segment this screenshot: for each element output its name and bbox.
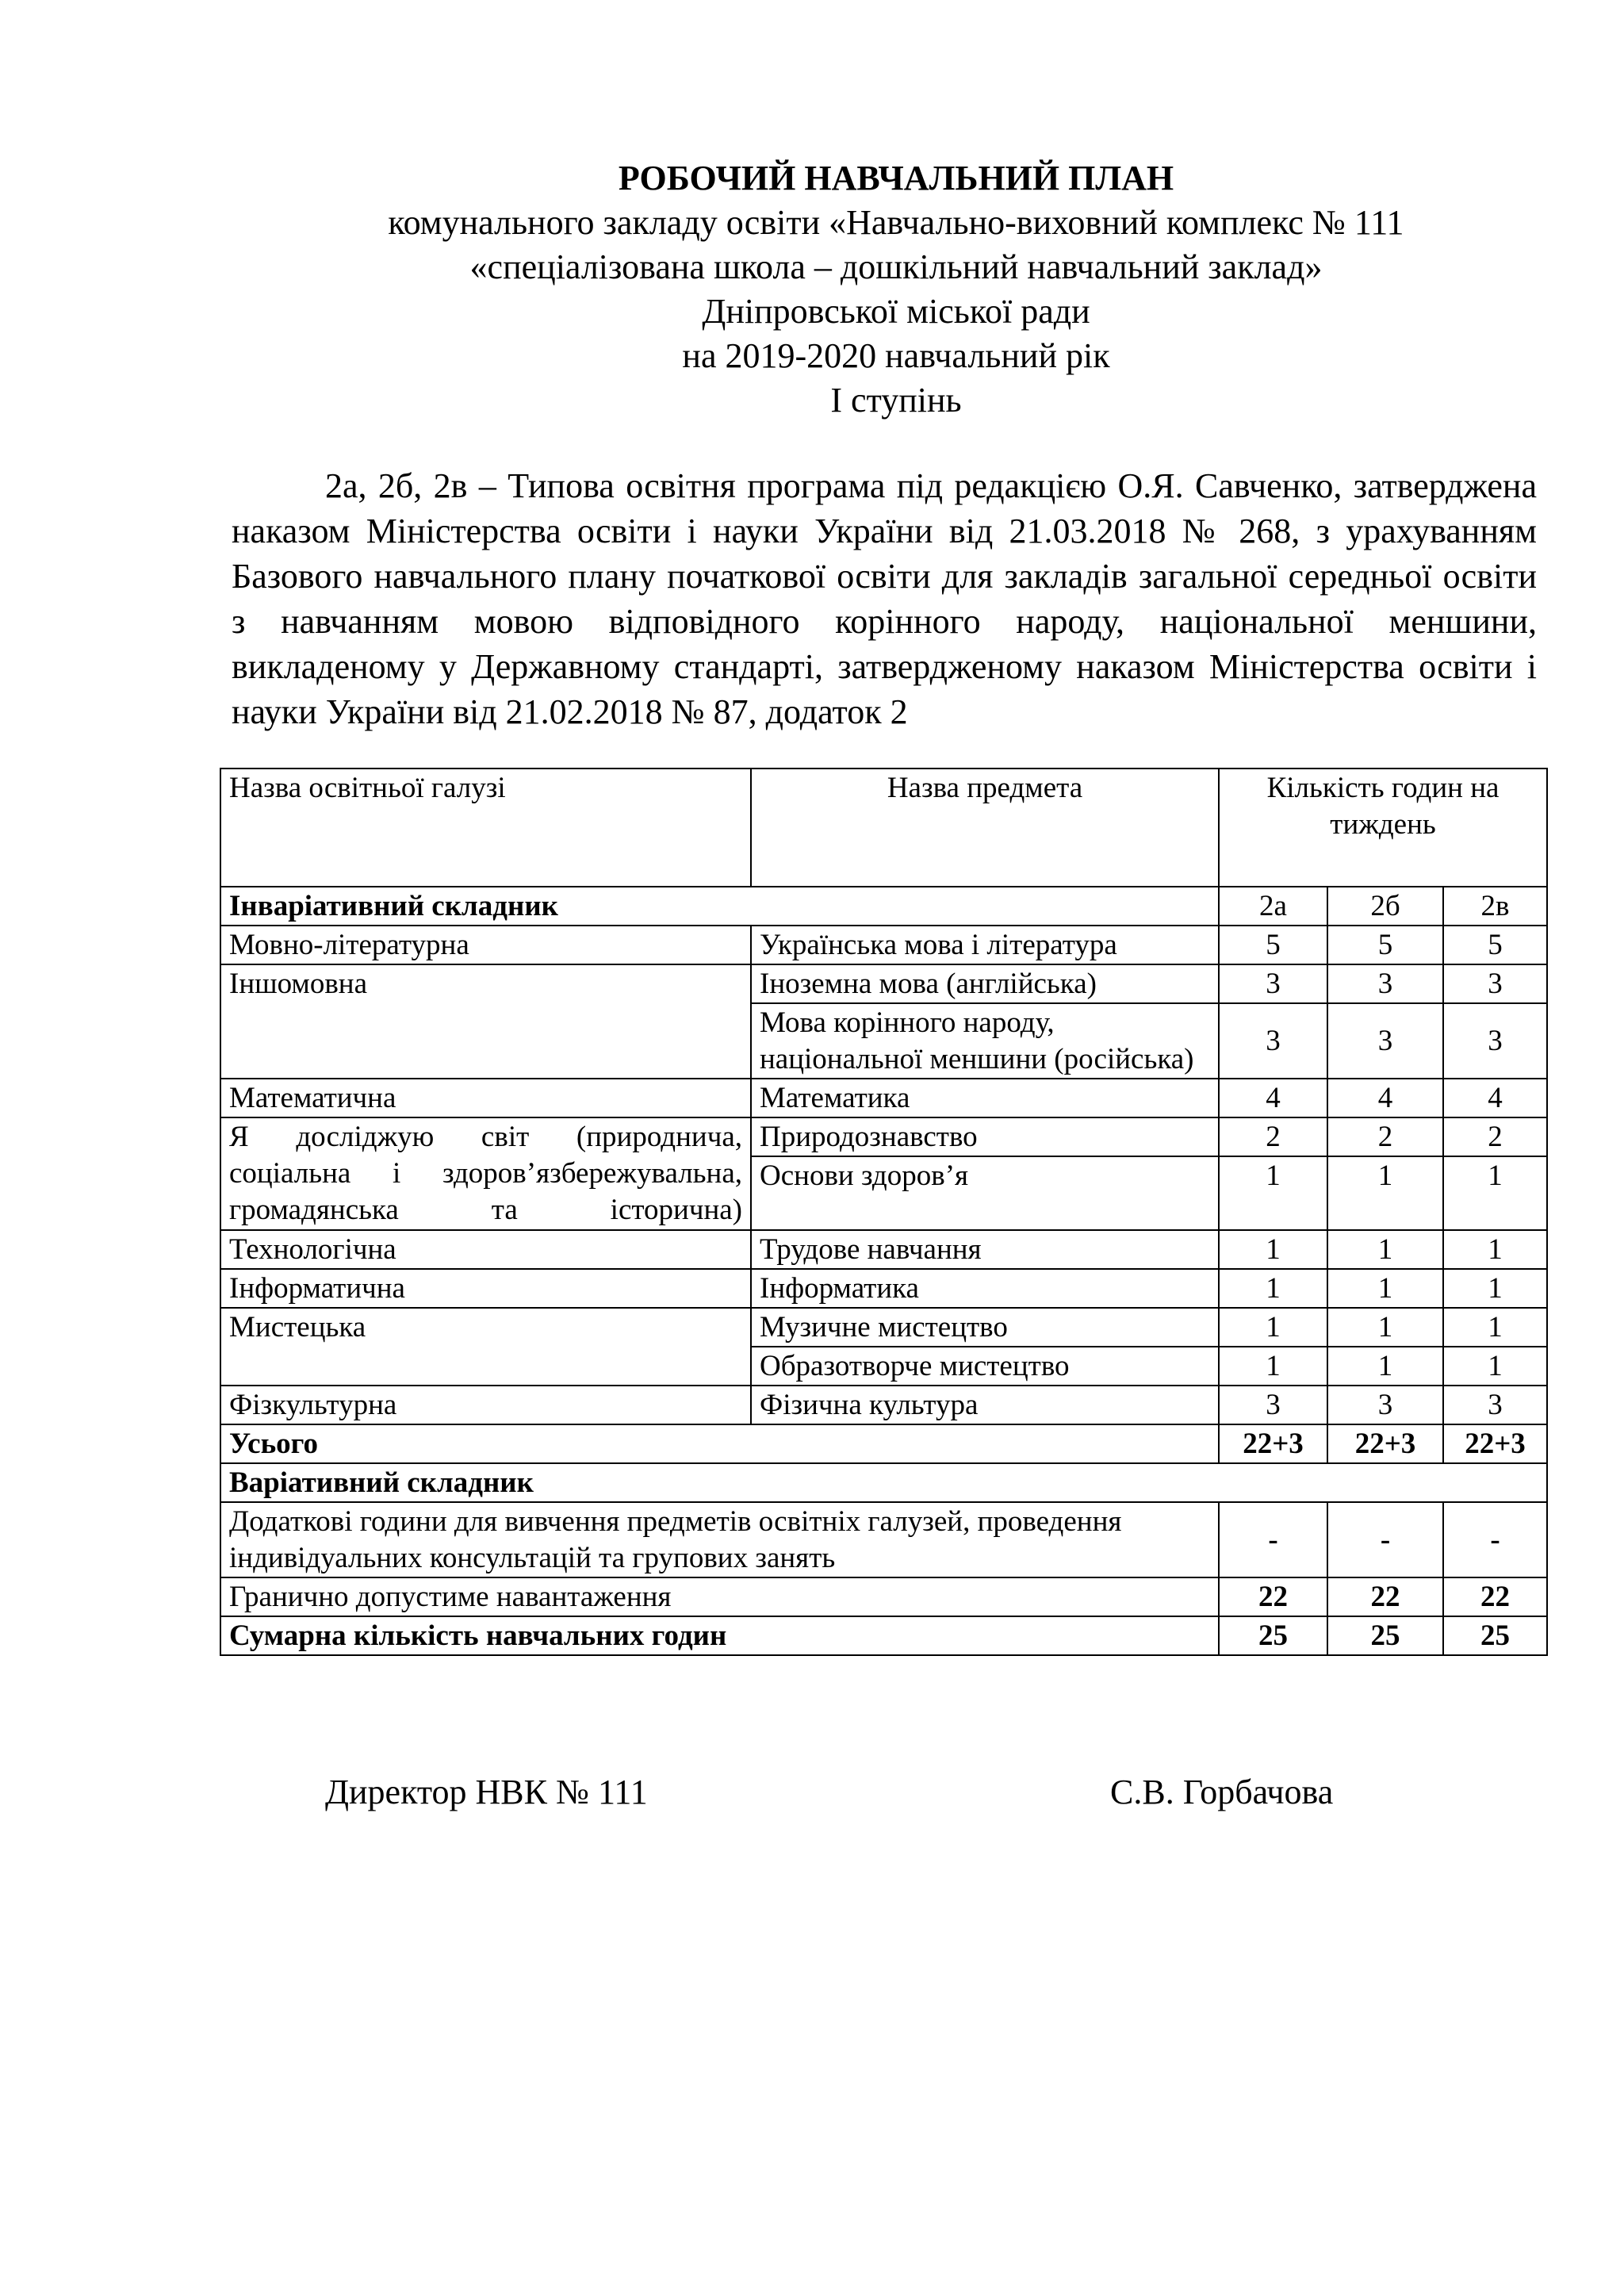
table-row <box>220 1269 1547 1308</box>
table-row <box>220 1386 1547 1424</box>
table-row <box>220 1117 1547 1156</box>
hours-cell: 1 <box>1443 1347 1547 1386</box>
hours-cell: 1 <box>1327 1347 1443 1386</box>
subject-cell: Музичне мистецтво <box>751 1308 1219 1347</box>
variative-row <box>220 1463 1547 1502</box>
hours-cell: 4 <box>1327 1079 1443 1117</box>
area-cell: Я досліджую світ (природнича, соціальна і здоров’язбережувальна, громадянська та історична) <box>220 1117 751 1230</box>
hours-cell: 1 <box>1443 1156 1547 1230</box>
table-row <box>220 1230 1547 1269</box>
total-cell: 22+3 <box>1219 1424 1327 1463</box>
extra-hours-cell: - <box>1327 1502 1443 1577</box>
subject-cell: Природознавство <box>751 1117 1219 1156</box>
total-label: Усього <box>220 1424 1219 1463</box>
institution-line-1: комунального закладу освіти «Навчально-виховний комплекс № 111 <box>388 203 1404 242</box>
hours-cell: 1 <box>1327 1308 1443 1347</box>
hours-cell: 1 <box>1219 1156 1327 1230</box>
limit-label: Гранично допустиме навантаження <box>220 1577 1219 1616</box>
hours-cell: 1 <box>1219 1347 1327 1386</box>
education-level-line: І ступінь <box>830 381 962 420</box>
class-2a: 2а <box>1219 887 1327 926</box>
hours-cell: 1 <box>1219 1230 1327 1269</box>
class-2v: 2в <box>1443 887 1547 926</box>
subject-cell: Іноземна мова (англійська) <box>751 964 1219 1003</box>
subject-cell: Трудове навчання <box>751 1230 1219 1269</box>
table-row <box>220 1079 1547 1117</box>
city-council-line: Дніпровської міської ради <box>702 292 1090 331</box>
hours-cell: 1 <box>1219 1308 1327 1347</box>
extra-hours-label: Додаткові години для вивчення предметів освітніх галузей, проведення індивідуальних консультацій та групових занять <box>220 1502 1219 1577</box>
subject-cell: Основи здоров’я <box>751 1156 1219 1230</box>
hours-cell: 3 <box>1327 964 1443 1003</box>
curriculum-table <box>220 768 1548 1656</box>
table-row <box>220 1308 1547 1347</box>
extra-hours-cell: - <box>1443 1502 1547 1577</box>
hours-cell: 3 <box>1443 964 1547 1003</box>
hours-cell: 3 <box>1327 1386 1443 1424</box>
total-row <box>220 1424 1547 1463</box>
hours-cell: 1 <box>1327 1230 1443 1269</box>
hours-cell: 4 <box>1443 1079 1547 1117</box>
area-cell: Мовно-літературна <box>220 926 751 964</box>
extra-hours-cell: - <box>1219 1502 1327 1577</box>
sum-cell: 25 <box>1327 1616 1443 1655</box>
subject-cell: Фізична культура <box>751 1386 1219 1424</box>
hours-cell: 3 <box>1443 1386 1547 1424</box>
area-cell: Інформатична <box>220 1269 751 1308</box>
variative-label: Варіативний складник <box>220 1463 1547 1502</box>
hours-cell: 5 <box>1327 926 1443 964</box>
limit-cell: 22 <box>1327 1577 1443 1616</box>
limit-cell: 22 <box>1219 1577 1327 1616</box>
hours-cell: 3 <box>1219 1386 1327 1424</box>
sum-cell: 25 <box>1443 1616 1547 1655</box>
document-title: РОБОЧИЙ НАВЧАЛЬНИЙ ПЛАН <box>618 159 1174 197</box>
hours-cell: 1 <box>1443 1308 1547 1347</box>
hours-cell: 1 <box>1443 1269 1547 1308</box>
hours-cell: 2 <box>1327 1117 1443 1156</box>
invariant-row <box>220 887 1547 926</box>
header-area: Назва освітньої галузі <box>220 769 751 887</box>
hours-cell: 1 <box>1219 1269 1327 1308</box>
hours-cell: 4 <box>1219 1079 1327 1117</box>
hours-cell: 1 <box>1327 1156 1443 1230</box>
institution-line-2: «спеціалізована школа – дошкільний навчальний заклад» <box>469 247 1323 286</box>
hours-cell: 1 <box>1443 1230 1547 1269</box>
hours-cell: 5 <box>1219 926 1327 964</box>
area-cell: Мистецька <box>220 1308 751 1386</box>
hours-cell: 5 <box>1443 926 1547 964</box>
subject-cell: Мова корінного народу, національної меншини (російська) <box>751 1003 1219 1079</box>
subject-cell: Інформатика <box>751 1269 1219 1308</box>
intro-paragraph <box>232 463 1537 734</box>
subject-cell: Українська мова і література <box>751 926 1219 964</box>
class-2b: 2б <box>1327 887 1443 926</box>
total-cell: 22+3 <box>1443 1424 1547 1463</box>
area-cell: Фізкультурна <box>220 1386 751 1424</box>
director-position: Директор НВК № 111 <box>325 1773 648 1811</box>
sum-label: Сумарна кількість навчальних годин <box>220 1616 1219 1655</box>
intro-text: 2а, 2б, 2в – Типова освітня програма під редакцією О.Я. Савченко, затверджена наказом Міністерства освіти і науки України від 21.03.2018 № 268, з урахуванням Базового навчального плану початкової освіти для закладів загальної середньої освіти з навчанням мовою відповідного корінного народу, національної меншини, викладеному у Державному стандарті, затвердженому наказом Міністерства освіти і науки України від 21.02.2018 № 87, додаток 2 <box>232 466 1537 731</box>
area-cell: Технологічна <box>220 1230 751 1269</box>
hours-cell: 3 <box>1327 1003 1443 1079</box>
header-hours: Кількість годин на тиждень <box>1219 769 1547 887</box>
area-cell: Іншомовна <box>220 964 751 1079</box>
extra-hours-row <box>220 1502 1547 1577</box>
hours-cell: 3 <box>1219 1003 1327 1079</box>
total-cell: 22+3 <box>1327 1424 1443 1463</box>
academic-year-line: на 2019-2020 навчальний рік <box>682 336 1110 375</box>
hours-cell: 3 <box>1219 964 1327 1003</box>
table-header-row <box>220 769 1547 887</box>
limit-row <box>220 1577 1547 1616</box>
hours-cell: 3 <box>1443 1003 1547 1079</box>
limit-cell: 22 <box>1443 1577 1547 1616</box>
director-name: С.В. Горбачова <box>1110 1773 1334 1811</box>
subject-cell: Образотворче мистецтво <box>751 1347 1219 1386</box>
sum-row <box>220 1616 1547 1655</box>
area-cell: Математична <box>220 1079 751 1117</box>
header-subject: Назва предмета <box>751 769 1219 887</box>
hours-cell: 2 <box>1443 1117 1547 1156</box>
invariant-label: Інваріативний складник <box>220 887 1219 926</box>
sum-cell: 25 <box>1219 1616 1327 1655</box>
table-row <box>220 926 1547 964</box>
table-row <box>220 964 1547 1003</box>
hours-cell: 1 <box>1327 1269 1443 1308</box>
hours-cell: 2 <box>1219 1117 1327 1156</box>
subject-cell: Математика <box>751 1079 1219 1117</box>
